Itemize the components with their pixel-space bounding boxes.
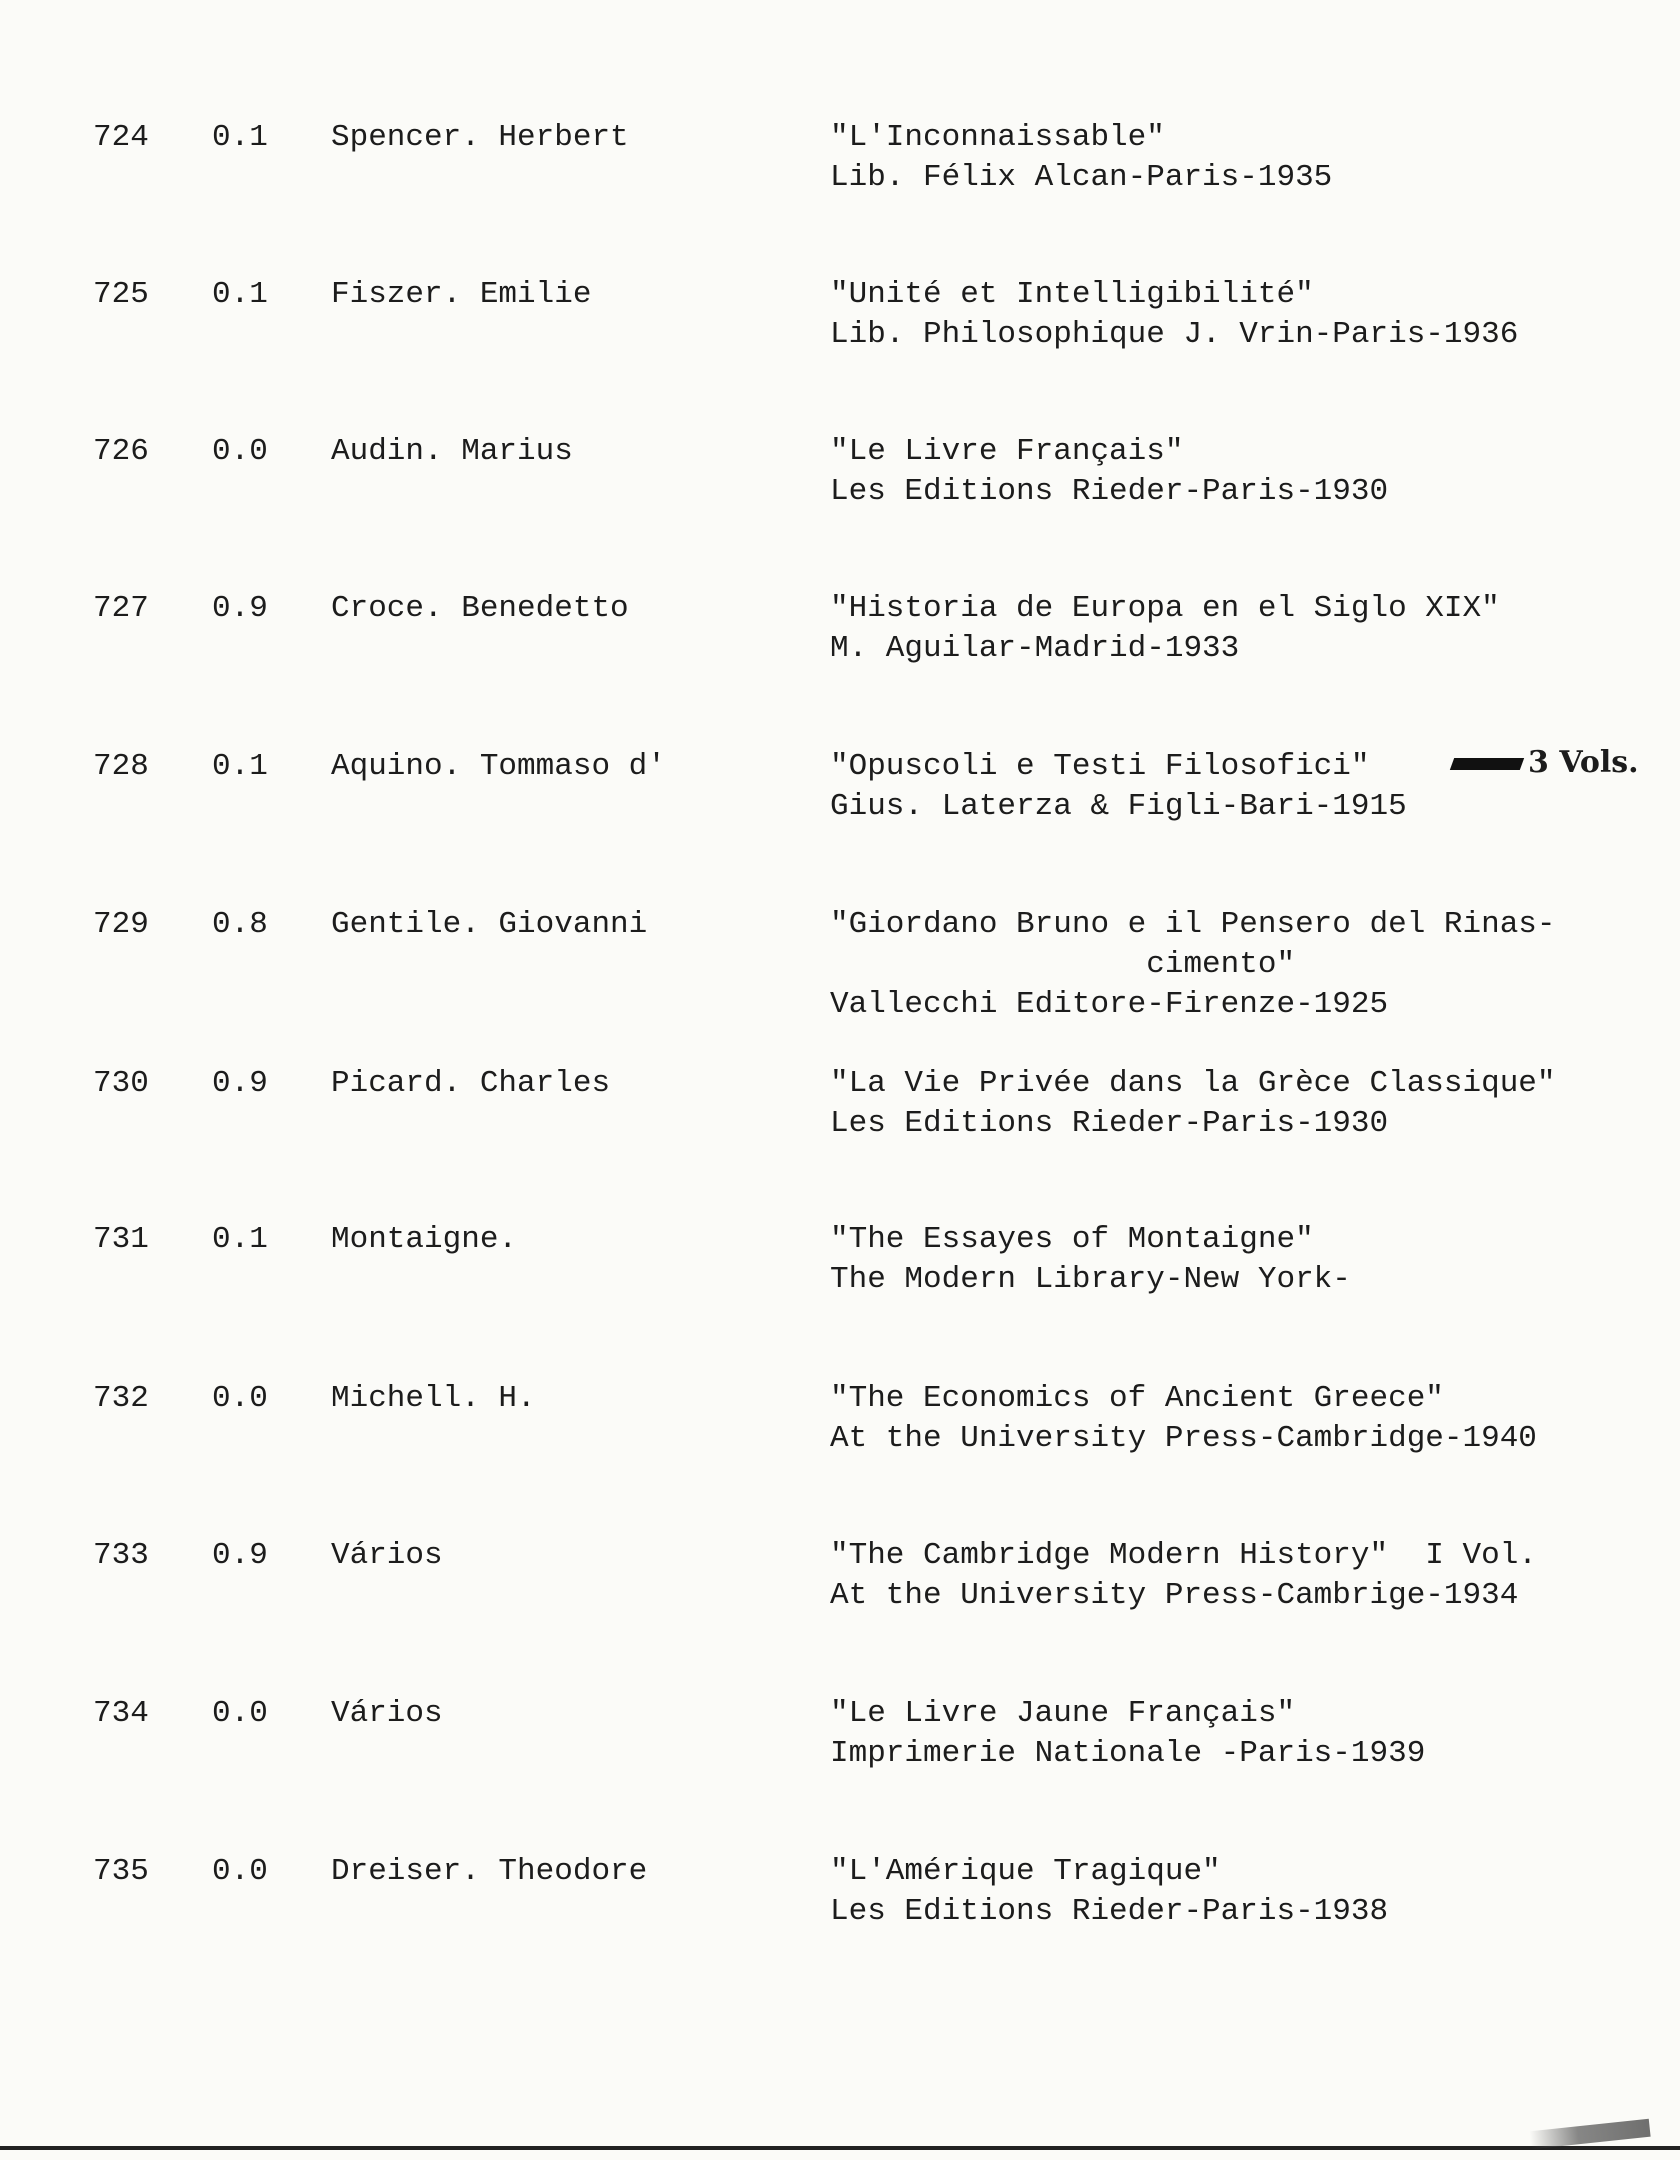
scan-artifact (1529, 2119, 1650, 2149)
handwritten-volumes-note: 3 Vols. (1452, 743, 1639, 783)
entry-code: 0.8 (212, 907, 268, 942)
entry-number: 732 (93, 1381, 149, 1416)
entry-code: 0.0 (212, 1854, 268, 1889)
entry-author: Fiszer. Emilie (331, 277, 592, 312)
entry-title: "L'Amérique Tragique" (830, 1854, 1221, 1889)
entry-code: 0.0 (212, 1381, 268, 1416)
entry-number: 731 (93, 1222, 149, 1257)
entry-publisher: Vallecchi Editore-Firenze-1925 (830, 987, 1389, 1022)
entry-title: "Historia de Europa en el Siglo XIX" (830, 591, 1500, 626)
entry-code: 0.9 (212, 591, 268, 626)
entry-number: 735 (93, 1854, 149, 1889)
entry-author: Picard. Charles (331, 1066, 611, 1101)
entry-author: Spencer. Herbert (331, 120, 629, 155)
page-bottom-rule (0, 2146, 1680, 2150)
entry-author: Dreiser. Theodore (331, 1854, 648, 1889)
entry-code: 0.0 (212, 434, 268, 469)
entry-number: 724 (93, 120, 149, 155)
entry-publisher: The Modern Library-New York- (830, 1262, 1351, 1297)
entry-code: 0.1 (212, 749, 268, 784)
entry-code: 0.9 (212, 1066, 268, 1101)
entry-title: "The Essayes of Montaigne" (830, 1222, 1314, 1257)
entry-title: "La Vie Privée dans la Grèce Classique" (830, 1066, 1556, 1101)
entry-number: 733 (93, 1538, 149, 1573)
entry-code: 0.9 (212, 1538, 268, 1573)
entry-author: Audin. Marius (331, 434, 573, 469)
entry-number: 726 (93, 434, 149, 469)
entry-publisher: Les Editions Rieder-Paris-1938 (830, 1894, 1389, 1929)
entry-author: Vários (331, 1696, 443, 1731)
entry-number: 728 (93, 749, 149, 784)
entry-publisher: At the University Press-Cambrige-1934 (830, 1578, 1519, 1613)
entry-author: Aquino. Tommaso d' (331, 749, 666, 784)
entry-title: "Le Livre Jaune Français" (830, 1696, 1296, 1731)
entry-author: Croce. Benedetto (331, 591, 629, 626)
entry-code: 0.0 (212, 1696, 268, 1731)
entry-publisher: Les Editions Rieder-Paris-1930 (830, 474, 1389, 509)
entry-author: Vários (331, 1538, 443, 1573)
entry-publisher: Gius. Laterza & Figli-Bari-1915 (830, 789, 1407, 824)
entry-publisher: Lib. Philosophique J. Vrin-Paris-1936 (830, 317, 1519, 352)
entry-code: 0.1 (212, 277, 268, 312)
entry-number: 725 (93, 277, 149, 312)
entry-publisher: M. Aguilar-Madrid-1933 (830, 631, 1240, 666)
entry-publisher: Lib. Félix Alcan-Paris-1935 (830, 160, 1333, 195)
entry-code: 0.1 (212, 120, 268, 155)
entry-number: 734 (93, 1696, 149, 1731)
entry-title: "Opuscoli e Testi Filosofici" (830, 749, 1370, 784)
entry-publisher: Imprimerie Nationale -Paris-1939 (830, 1736, 1426, 1771)
entry-author: Michell. H. (331, 1381, 536, 1416)
entry-title: "The Cambridge Modern History" I Vol. (830, 1538, 1537, 1573)
entry-number: 727 (93, 591, 149, 626)
entry-author: Montaigne. (331, 1222, 518, 1257)
entry-publisher: Les Editions Rieder-Paris-1930 (830, 1106, 1389, 1141)
entry-number: 730 (93, 1066, 149, 1101)
entry-number: 729 (93, 907, 149, 942)
entry-author: Gentile. Giovanni (331, 907, 648, 942)
entry-title: "The Economics of Ancient Greece" (830, 1381, 1444, 1416)
entry-publisher: At the University Press-Cambridge-1940 (830, 1421, 1537, 1456)
entry-title: "Unité et Intelligibilité" (830, 277, 1314, 312)
entry-title: "Le Livre Français" (830, 434, 1184, 469)
entry-code: 0.1 (212, 1222, 268, 1257)
entry-title: "Giordano Bruno e il Pensero del Rinas- cimento" (830, 907, 1556, 982)
entry-title: "L'Inconnaissable" (830, 120, 1165, 155)
